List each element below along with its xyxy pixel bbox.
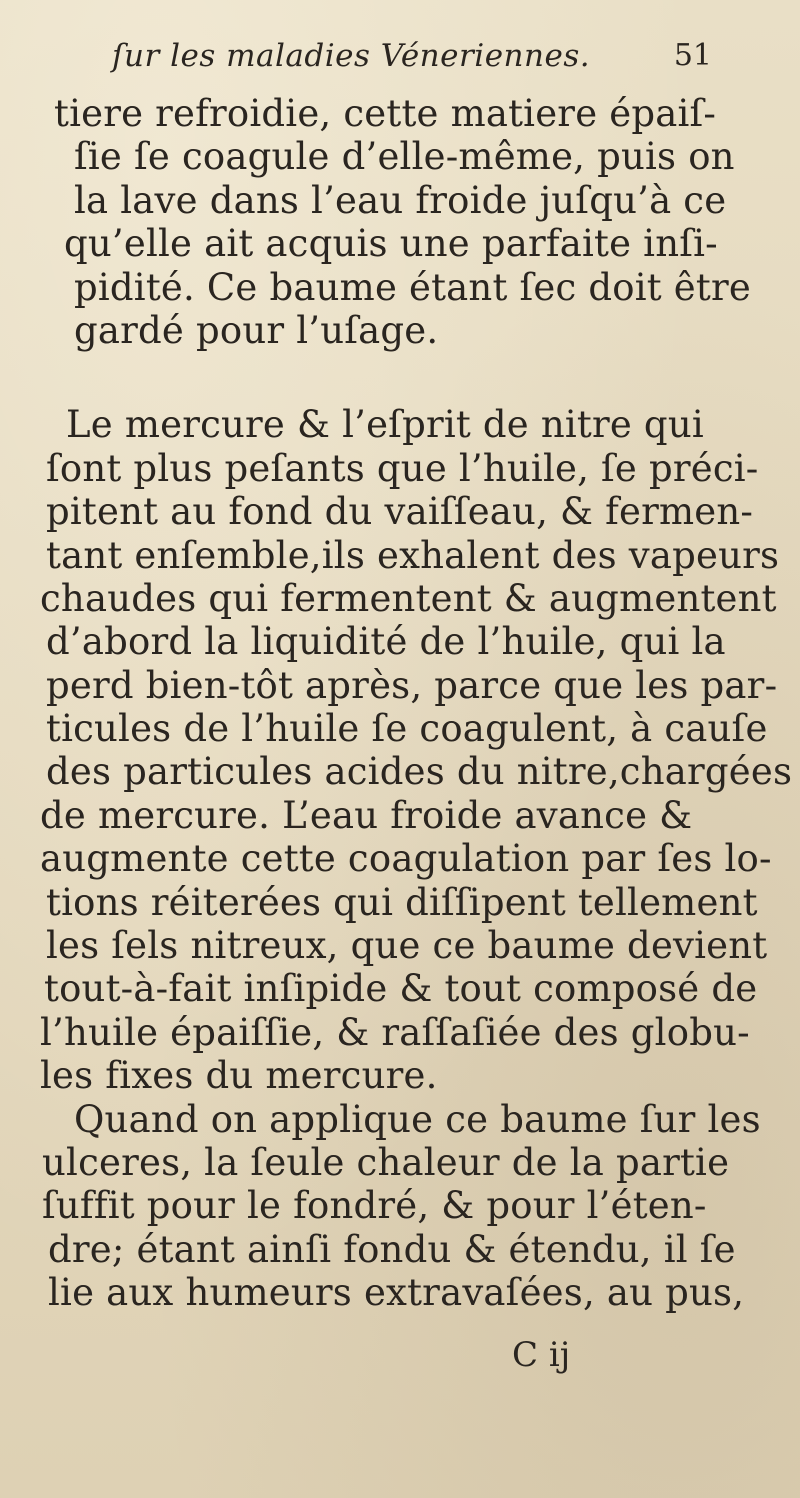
text-line: les fixes du mercure. — [40, 1054, 438, 1098]
text-line: pidité. Ce baume étant ſec doit être — [74, 265, 751, 309]
paragraph-2 — [40, 403, 793, 1098]
text-line: lie aux humeurs extravaſées, au pus, — [48, 1271, 745, 1315]
text-line: d’abord la liquidité de l’huile, qui la — [46, 620, 726, 664]
text-line: qu’elle ait acquis une parfaite inſi- — [64, 222, 718, 266]
text-line: gardé pour l’uſage. — [74, 308, 439, 352]
text-line: ſie ſe coagule d’elle-même, puis on — [74, 135, 735, 179]
text-line: tout-à-fait inſipide & tout composé de — [44, 967, 758, 1011]
body-text — [40, 92, 793, 1315]
text-line: ticules de l’huile ſe coagulent, à cauſe — [46, 707, 768, 751]
text-line: tant enſemble,ils exhalent des vapeurs — [46, 533, 780, 577]
text-line: chaudes qui fermentent & augmentent — [40, 576, 777, 620]
running-title: ſur les maladies Véneriennes. — [112, 38, 591, 74]
text-line: tions réiterées qui diſſipent tellement — [46, 880, 758, 924]
signature-mark: C ij — [512, 1335, 571, 1375]
page-header — [112, 38, 712, 78]
text-line: Quand on applique ce baume ſur les — [74, 1097, 761, 1141]
text-line: ſuffit pour le fondré, & pour l’éten- — [42, 1184, 707, 1228]
page-number: 51 — [673, 38, 712, 73]
text-line: perd bien-tôt après, parce que les par- — [46, 663, 778, 707]
text-line: l’huile épaiſſie, & raſſaſiée des globu- — [40, 1010, 750, 1054]
text-line: tiere refroidie, cette matiere épaiſ- — [54, 92, 717, 135]
text-line: ſont plus peſants que l’huile, ſe préci- — [46, 446, 759, 490]
text-line: de mercure. L’eau froide avance & — [40, 793, 693, 837]
text-line: pitent au fond du vaiſſeau, & fermen- — [46, 490, 754, 534]
paragraph-gap — [40, 352, 760, 403]
text-line: Le mercure & l’eſprit de nitre qui — [66, 403, 704, 447]
text-line: les ſels nitreux, que ce baume devient — [46, 924, 768, 968]
text-line: ulceres, la ſeule chaleur de la partie — [42, 1140, 730, 1184]
paragraph-3 — [40, 1098, 760, 1315]
paragraph-1 — [40, 92, 760, 352]
text-line: dre; étant ainſi fondu & étendu, il ſe — [48, 1227, 736, 1271]
text-line: la lave dans l’eau froide juſqu’à ce — [74, 178, 727, 222]
text-line: augmente cette coagulation par ſes lo- — [40, 837, 772, 881]
text-line: des particules acides du nitre,chargées — [46, 750, 793, 794]
